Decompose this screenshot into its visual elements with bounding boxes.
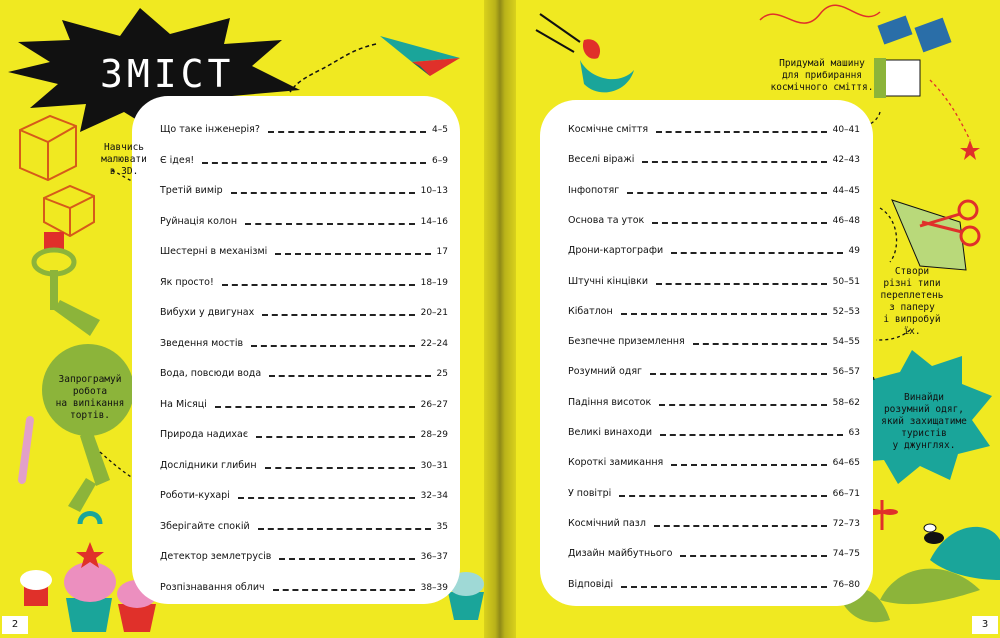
dotted-leader bbox=[231, 192, 415, 194]
dotted-leader bbox=[656, 283, 827, 285]
toc-entry-title: Штучні кінцівки bbox=[568, 275, 649, 287]
dotted-leader bbox=[273, 589, 415, 591]
toc-entry bbox=[568, 124, 860, 135]
toc-entry-title: Космічне сміття bbox=[568, 124, 649, 135]
note-program-robot: Запрограмуй робота на випікання тортів. bbox=[55, 374, 125, 421]
toc-entry bbox=[160, 216, 448, 227]
toc-entry bbox=[160, 429, 448, 440]
toc-entry-title: Дослідники глибин bbox=[160, 459, 257, 471]
toc-entry-pages: 20–21 bbox=[420, 308, 448, 318]
toc-entry bbox=[160, 368, 448, 379]
dotted-leader bbox=[275, 253, 430, 255]
dotted-leader bbox=[680, 555, 826, 557]
toc-entry bbox=[568, 397, 860, 408]
toc-entry-title: Кібатлон bbox=[568, 305, 613, 317]
toc-entry-title: Зберігайте спокій bbox=[160, 520, 250, 532]
toc-entry-pages: 40–41 bbox=[832, 125, 860, 135]
dotted-leader bbox=[619, 495, 826, 497]
dotted-leader bbox=[245, 223, 415, 225]
toc-entry bbox=[160, 399, 448, 410]
bee-icon bbox=[924, 524, 944, 544]
toc-entry-title: Короткі замикання bbox=[568, 457, 664, 469]
dotted-leader bbox=[642, 161, 826, 163]
dotted-leader bbox=[262, 314, 414, 316]
dotted-leader bbox=[660, 434, 843, 436]
toc-entry-pages: 4–5 bbox=[432, 125, 448, 135]
toc-entry-title: Детектор землетрусів bbox=[160, 551, 272, 562]
dotted-leader bbox=[265, 467, 415, 469]
toc-entry-pages: 64–65 bbox=[832, 458, 860, 469]
toc-entry-pages: 42–43 bbox=[832, 155, 860, 166]
toc-entry bbox=[160, 277, 448, 288]
toc-entry-title: Роботи-кухарі bbox=[160, 490, 230, 501]
toc-entry-pages: 26–27 bbox=[420, 399, 448, 410]
toc-entry bbox=[568, 215, 860, 226]
toc-entry-pages: 18–19 bbox=[420, 277, 448, 288]
toc-entry bbox=[568, 336, 860, 347]
page-number-right: 3 bbox=[972, 616, 998, 634]
toc-entry bbox=[568, 427, 860, 438]
dotted-leader bbox=[652, 222, 826, 224]
contents-panel-left bbox=[132, 96, 460, 604]
toc-entry-pages: 52–53 bbox=[832, 306, 860, 317]
toc-entry-title: Основа та уток bbox=[568, 214, 645, 226]
dotted-leader bbox=[621, 586, 826, 588]
toc-entry bbox=[160, 185, 448, 196]
dotted-leader bbox=[269, 375, 430, 377]
toc-entry-title: Падіння висоток bbox=[568, 396, 652, 408]
toc-entry-title: У повітрі bbox=[568, 487, 612, 499]
toc-entry bbox=[160, 307, 448, 318]
toc-entry-pages: 44–45 bbox=[832, 185, 860, 196]
toc-entry-pages: 25 bbox=[436, 369, 448, 379]
note-weaves: Створи різні типи переплетень з паперу і випробуй їх. bbox=[880, 266, 944, 337]
toc-entry-pages: 63 bbox=[848, 428, 860, 438]
toc-entry-pages: 76–80 bbox=[832, 579, 860, 590]
dotted-leader bbox=[693, 343, 827, 345]
toc-entry bbox=[160, 246, 448, 257]
dotted-leader bbox=[656, 131, 827, 133]
toc-entry-pages: 35 bbox=[436, 521, 448, 532]
toc-entry-pages: 17 bbox=[436, 247, 448, 257]
toc-entry-title: Шестерні в механізмі bbox=[160, 246, 268, 257]
toc-entry-title: Є ідея! bbox=[160, 154, 195, 166]
toc-entry-title: Що таке інженерія? bbox=[160, 124, 260, 135]
toc-entry bbox=[160, 490, 448, 501]
comet-icon bbox=[536, 14, 634, 92]
toc-entry-title: Веселі віражі bbox=[568, 154, 635, 166]
toc-entry bbox=[568, 518, 860, 529]
toc-entry-pages: 6–9 bbox=[432, 155, 448, 166]
dotted-leader bbox=[627, 192, 826, 194]
dotted-leader bbox=[202, 162, 426, 164]
toc-entry-title: Відповіді bbox=[568, 578, 614, 590]
toc-entry-title: Інфопотяг bbox=[568, 184, 620, 196]
page-number-left: 2 bbox=[2, 616, 28, 634]
toc-entry-pages: 54–55 bbox=[832, 337, 860, 348]
toc-entry-pages: 36–37 bbox=[420, 552, 448, 562]
dotted-leader bbox=[621, 313, 827, 315]
dotted-leader bbox=[671, 252, 842, 254]
toc-entry bbox=[568, 579, 860, 590]
toc-entry bbox=[568, 548, 860, 559]
toc-entry-pages: 72–73 bbox=[832, 518, 860, 529]
toc-entry bbox=[568, 245, 860, 256]
toc-entry bbox=[568, 306, 860, 317]
toc-entry bbox=[568, 488, 860, 499]
toc-entry-title: Розпізнавання облич bbox=[160, 581, 265, 593]
toc-entry-pages: 14–16 bbox=[420, 216, 448, 227]
toc-entry-title: Вода, повсюди вода bbox=[160, 368, 262, 379]
book-gutter bbox=[484, 0, 516, 638]
scissors-icon bbox=[892, 200, 979, 270]
toc-entry-pages: 50–51 bbox=[832, 276, 860, 287]
toc-entry bbox=[160, 582, 448, 593]
toc-entry-title: Третій вимір bbox=[160, 185, 223, 196]
note-cleaning-machine: Придумай машину для прибирання космічного сміття. bbox=[770, 58, 874, 93]
toc-entry-title: Космічний пазл bbox=[568, 517, 646, 529]
dotted-leader bbox=[222, 284, 415, 286]
dotted-leader bbox=[215, 406, 415, 408]
toc-entry bbox=[568, 276, 860, 287]
small-star-icon bbox=[960, 140, 980, 160]
toc-entry-pages: 32–34 bbox=[420, 491, 448, 501]
toc-entry-title: Вибухи у двигунах bbox=[160, 307, 255, 318]
toc-entry bbox=[568, 154, 860, 165]
note-smart-clothes: Винайди розумний одяг, який захищатиме туристів у джунглях. bbox=[881, 392, 967, 451]
toc-entry-pages: 66–71 bbox=[832, 488, 860, 499]
dotted-leader bbox=[238, 497, 415, 499]
dotted-leader bbox=[279, 558, 414, 560]
satellite-icon bbox=[874, 15, 952, 98]
toc-entry-pages: 28–29 bbox=[420, 430, 448, 440]
toc-entry-pages: 30–31 bbox=[420, 460, 448, 471]
toc-entry-pages: 46–48 bbox=[832, 215, 860, 226]
toc-entry-title: Як просто! bbox=[160, 276, 214, 288]
dotted-leader bbox=[256, 436, 415, 438]
toc-entry-pages: 56–57 bbox=[832, 367, 860, 378]
toc-entry bbox=[160, 155, 448, 166]
toc-entry bbox=[160, 521, 448, 532]
toc-entry-title: Розумний одяг bbox=[568, 366, 643, 378]
note-draw-3d: Навчись малювати в 3D. bbox=[101, 142, 147, 177]
page-title: ЗМІСТ bbox=[100, 52, 235, 96]
toc-entry-title: Зведення мостів bbox=[160, 337, 244, 349]
dotted-leader bbox=[654, 525, 827, 527]
toc-entry-pages: 58–62 bbox=[832, 397, 860, 408]
contents-panel-right bbox=[540, 100, 873, 606]
toc-entry-pages: 22–24 bbox=[420, 338, 448, 349]
toc-entry-pages: 10–13 bbox=[420, 186, 448, 196]
toc-entry-title: Природа надихає bbox=[160, 429, 249, 440]
toc-entry-title: Дизайн майбутнього bbox=[568, 548, 673, 560]
toc-entry-title: Великі винаходи bbox=[568, 427, 652, 438]
toc-entry-title: Безпечне приземлення bbox=[568, 336, 685, 348]
toc-entry bbox=[160, 551, 448, 562]
toc-entry bbox=[160, 124, 448, 135]
toc-entry-title: На Місяці bbox=[160, 398, 207, 410]
paper-plane-icon bbox=[380, 36, 460, 76]
cube-icon bbox=[20, 116, 94, 236]
toc-entry-pages: 74–75 bbox=[832, 549, 860, 560]
dotted-leader bbox=[258, 528, 431, 530]
dotted-leader bbox=[650, 373, 827, 375]
dotted-leader bbox=[671, 464, 826, 466]
toc-entry bbox=[568, 185, 860, 196]
toc-entry bbox=[160, 338, 448, 349]
toc-entry-pages: 49 bbox=[848, 246, 860, 257]
toc-entry-title: Дрони-картографи bbox=[568, 245, 664, 257]
toc-entry-pages: 38–39 bbox=[420, 582, 448, 593]
toc-entry-title: Руйнація колон bbox=[160, 215, 238, 227]
dotted-leader bbox=[659, 404, 826, 406]
toc-entry bbox=[568, 366, 860, 377]
dotted-leader bbox=[268, 131, 426, 133]
dotted-leader bbox=[251, 345, 415, 347]
toc-entry bbox=[160, 460, 448, 471]
toc-entry bbox=[568, 457, 860, 468]
